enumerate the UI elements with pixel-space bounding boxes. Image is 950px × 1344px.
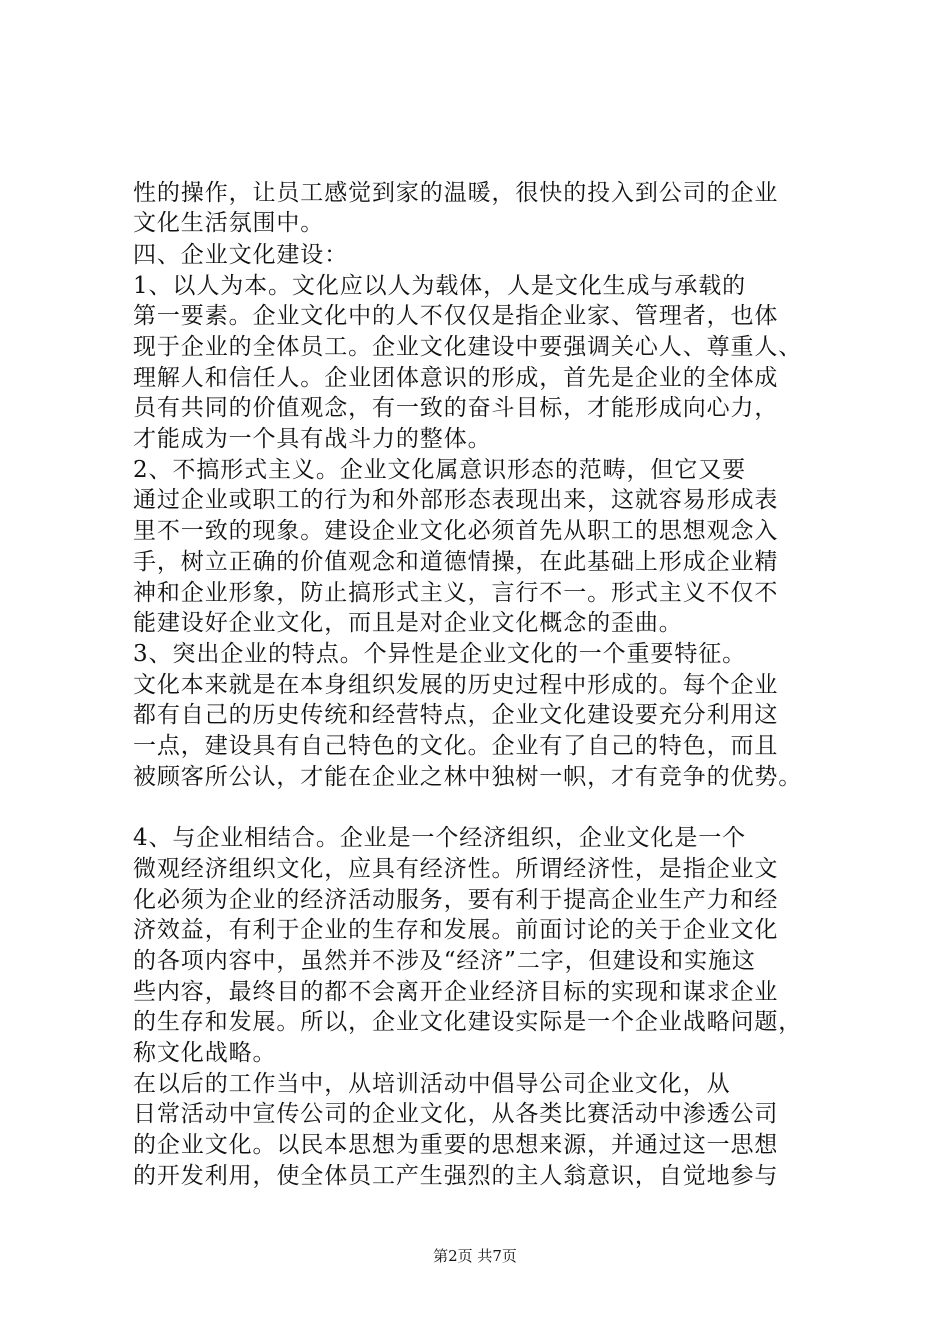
- text-line: 能建设好企业文化，而且是对企业文化概念的歪曲。: [133, 610, 683, 636]
- text-line: 文化生活氛围中。: [133, 210, 325, 236]
- text-line: 一点，建设具有自己特色的文化。企业有了自己的特色，而且: [133, 733, 779, 759]
- text-line: 化必须为企业的经济活动服务，要有利于提高企业生产力和经: [133, 887, 779, 913]
- text-line: 神和企业形象，防止搞形式主义，言行不一。形式主义不仅不: [133, 580, 779, 606]
- text-line: 理解人和信任人。企业团体意识的形成，首先是企业的全体成: [133, 365, 779, 391]
- text-line: 微观经济组织文化，应具有经济性。所谓经济性，是指企业文: [133, 856, 779, 882]
- text-line: 的生存和发展。所以，企业文化建设实际是一个企业战略问题，: [133, 1009, 803, 1035]
- section-heading: 四、企业文化建设：: [133, 242, 349, 268]
- text-line: 员有共同的价值观念，有一致的奋斗目标，才能形成向心力，: [133, 395, 779, 421]
- text-line: 在以后的工作当中，从培训活动中倡导公司企业文化，从: [133, 1071, 731, 1097]
- text-line: 2、不搞形式主义。企业文化属意识形态的范畴，但它又要: [133, 457, 747, 483]
- text-line: 文化本来就是在本身组织发展的历史过程中形成的。每个企业: [133, 672, 779, 698]
- text-line: 的开发利用，使全体员工产生强烈的主人翁意识，自觉地参与: [133, 1163, 779, 1189]
- text-line: 性的操作，让员工感觉到家的温暖，很快的投入到公司的企业: [133, 180, 779, 206]
- text-line: 被顾客所公认，才能在企业之林中独树一帜，才有竞争的优势。: [133, 764, 803, 790]
- text-line: 才能成为一个具有战斗力的整体。: [133, 426, 492, 452]
- text-line: 称文化战略。: [133, 1040, 277, 1066]
- text-line: 的企业文化。以民本思想为重要的思想来源，并通过这一思想: [133, 1132, 779, 1158]
- text-line: 1、以人为本。文化应以人为载体，人是文化生成与承载的: [133, 273, 747, 299]
- text-line: 第一要素。企业文化中的人不仅仅是指企业家、管理者，也体: [133, 303, 779, 329]
- text-line: 3、突出企业的特点。个异性是企业文化的一个重要特征。: [133, 641, 747, 667]
- text-line: 些内容，最终目的都不会离开企业经济目标的实现和谋求企业: [133, 979, 779, 1005]
- text-line: 济效益，有利于企业的生存和发展。前面讨论的关于企业文化: [133, 917, 779, 943]
- text-line: 的各项内容中，虽然并不涉及“经济”二字，但建设和实施这: [133, 948, 756, 974]
- text-line: 4、与企业相结合。企业是一个经济组织，企业文化是一个: [133, 825, 747, 851]
- text-line: 都有自己的历史传统和经营特点，企业文化建设要充分利用这: [133, 702, 779, 728]
- text-line: 现于企业的全体员工。企业文化建设中要强调关心人、尊重人、: [133, 334, 803, 360]
- page-number-footer: 第2页 共7页: [433, 1247, 517, 1265]
- text-line: 日常活动中宣传公司的企业文化，从各类比赛活动中渗透公司: [133, 1101, 779, 1127]
- text-line: 通过企业或职工的行为和外部形态表现出来，这就容易形成表: [133, 487, 779, 513]
- text-line: 手，树立正确的价值观念和道德情操，在此基础上形成企业精: [133, 549, 779, 575]
- text-line: 里不一致的现象。建设企业文化必须首先从职工的思想观念入: [133, 518, 779, 544]
